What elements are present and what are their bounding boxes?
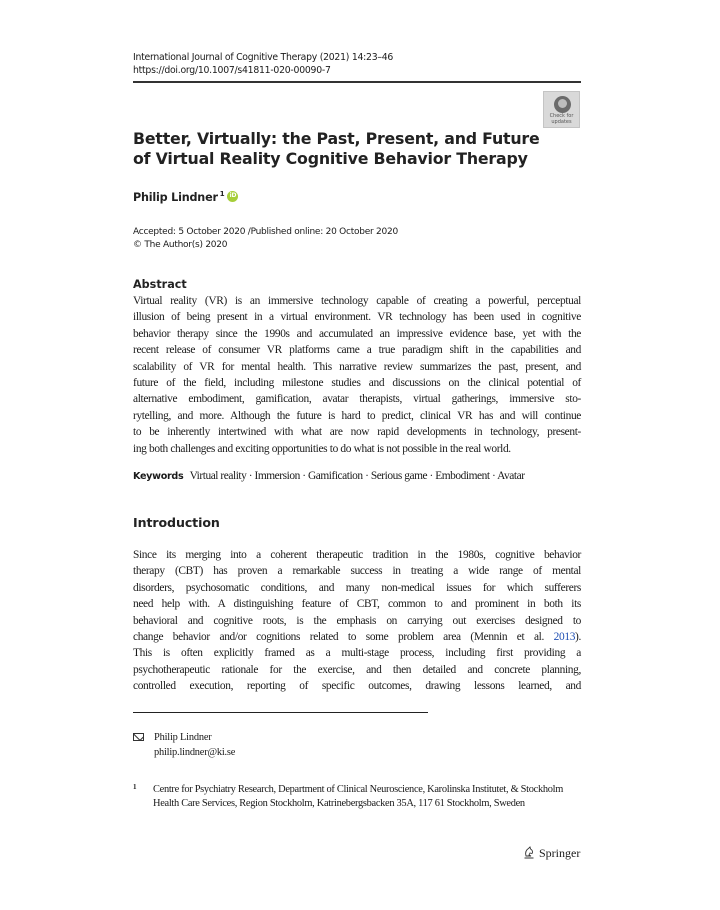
abstract-line: recent release of consumer VR platforms came a true paradigm shift in the capabilities and — [133, 344, 581, 357]
intro-line: need help with. A distinguishing feature of CBT, common to and prominent in both its — [133, 598, 581, 611]
orcid-icon[interactable]: iD — [227, 191, 238, 202]
abstract-line: future of the field, including milestone studies and discussions on the clinical potential of — [133, 377, 581, 390]
contact-name: Philip Lindner — [154, 732, 212, 743]
affiliation-mark[interactable]: 1 — [219, 190, 225, 198]
article-title — [133, 129, 540, 169]
check-updates-label-1: Check for — [549, 113, 574, 119]
intro-line-with-citation: change behavior and/or cognitions related to some problem area (Mennin et al. 2013). — [133, 631, 581, 644]
envelope-icon — [133, 733, 144, 741]
affiliation-text: Centre for Psychiatry Research, Department of Clinical Neuroscience, Karolinska Institutet, & Stockholm Health Care Services, Region Stockholm, Katrinebergsbacken 35A, 117 61 Stockholm, Sweden — [153, 784, 564, 810]
copyright-notice: © The Author(s) 2020 — [133, 240, 228, 250]
abstract-line: behavior therapy since the 1990s and accumulated an impressive evidence base, yet with the — [133, 327, 581, 340]
keywords — [133, 470, 525, 482]
keyword-separator: · — [299, 470, 308, 482]
affiliation-number: 1 — [133, 783, 137, 791]
introduction-heading: Introduction — [133, 515, 220, 530]
running-head — [133, 51, 393, 77]
keyword-separator: · — [427, 470, 436, 482]
contact-email[interactable]: philip.lindner@ki.se — [154, 747, 236, 758]
introduction-body — [133, 547, 581, 695]
accepted-published-dates: Accepted: 5 October 2020 /Published online: 20 October 2020 — [133, 227, 398, 237]
doi-link[interactable]: https://doi.org/10.1007/s41811-020-00090-7 — [133, 65, 331, 76]
abstract-line: to be inherently intertwined with what are now rapid developments in technology, present- — [133, 426, 581, 439]
intro-line: controlled execution, reporting of specific outcomes, drawing lessons learned, and — [133, 680, 581, 693]
keyword-item: Virtual reality — [189, 470, 247, 482]
abstract-line: scalability of VR for mental health. This narrative review summarizes the past, present, and — [133, 360, 581, 373]
keyword-item: Immersion — [254, 470, 300, 482]
keyword-item: Avatar — [497, 470, 525, 482]
keywords-label: Keywords — [133, 471, 184, 482]
author-name[interactable]: Philip Lindner — [133, 191, 218, 204]
check-for-updates-icon — [554, 96, 571, 113]
citation-link[interactable]: 2013 — [553, 631, 576, 644]
check-for-updates-button[interactable] — [543, 91, 580, 128]
journal-citation: International Journal of Cognitive Therapy (2021) 14:23–46 — [133, 52, 394, 63]
intro-line: psychotherapeutic rationale for the exercise, and then detailed and concrete planning, — [133, 663, 581, 676]
publisher-logo — [523, 846, 580, 861]
keyword-list — [190, 470, 525, 482]
abstract-line: rytelling, and more. Although the future is hard to predict, clinical VR has and will continue — [133, 409, 581, 422]
keyword-item: Serious game — [370, 470, 428, 482]
intro-line: disorders, psychosomatic conditions, and many non-medical issues for which sufferers — [133, 581, 581, 594]
intro-line: therapy (CBT) has proven a remarkable success in treating a wide range of mental — [133, 565, 581, 578]
footnote-rule — [133, 712, 428, 713]
keyword-separator: · — [489, 470, 498, 482]
abstract-line: alternative embodiment, gamification, avatar therapists, virtual gatherings, immersive sto- — [133, 393, 581, 406]
abstract-heading: Abstract — [133, 278, 187, 291]
abstract-line: illusion of being present in a virtual environment. VR technology has been used in cognitive — [133, 311, 581, 324]
abstract-line: Virtual reality (VR) is an immersive technology capable of creating a powerful, perceptual — [133, 295, 581, 307]
publisher-name: Springer — [539, 846, 581, 860]
title-line: of Virtual Reality Cognitive Behavior Therapy — [133, 149, 528, 168]
intro-line: This is often explicitly framed as a multi-stage process, including first providing a — [133, 647, 581, 660]
corresponding-author — [133, 730, 235, 760]
check-updates-label-2: updates — [551, 118, 572, 125]
intro-line: Since its merging into a coherent therapeutic tradition in the 1980s, cognitive behavior — [133, 549, 581, 561]
header-rule — [133, 81, 581, 83]
keyword-separator: · — [246, 470, 255, 482]
springer-horse-icon — [523, 846, 535, 859]
abstract-body — [133, 293, 581, 457]
abstract-line: ing both challenges and exciting opportunities to do what is not possible in the real world. — [133, 442, 511, 455]
publication-dates — [133, 226, 398, 252]
keyword-separator: · — [362, 470, 371, 482]
keyword-item: Embodiment — [435, 470, 490, 482]
intro-line: behavioral and cognitive roots, is the emphasis on carrying out exercises designed to — [133, 614, 581, 627]
title-line: Better, Virtually: the Past, Present, and Future — [133, 129, 540, 148]
author-line — [133, 190, 238, 204]
keyword-item: Gamification — [307, 470, 363, 482]
